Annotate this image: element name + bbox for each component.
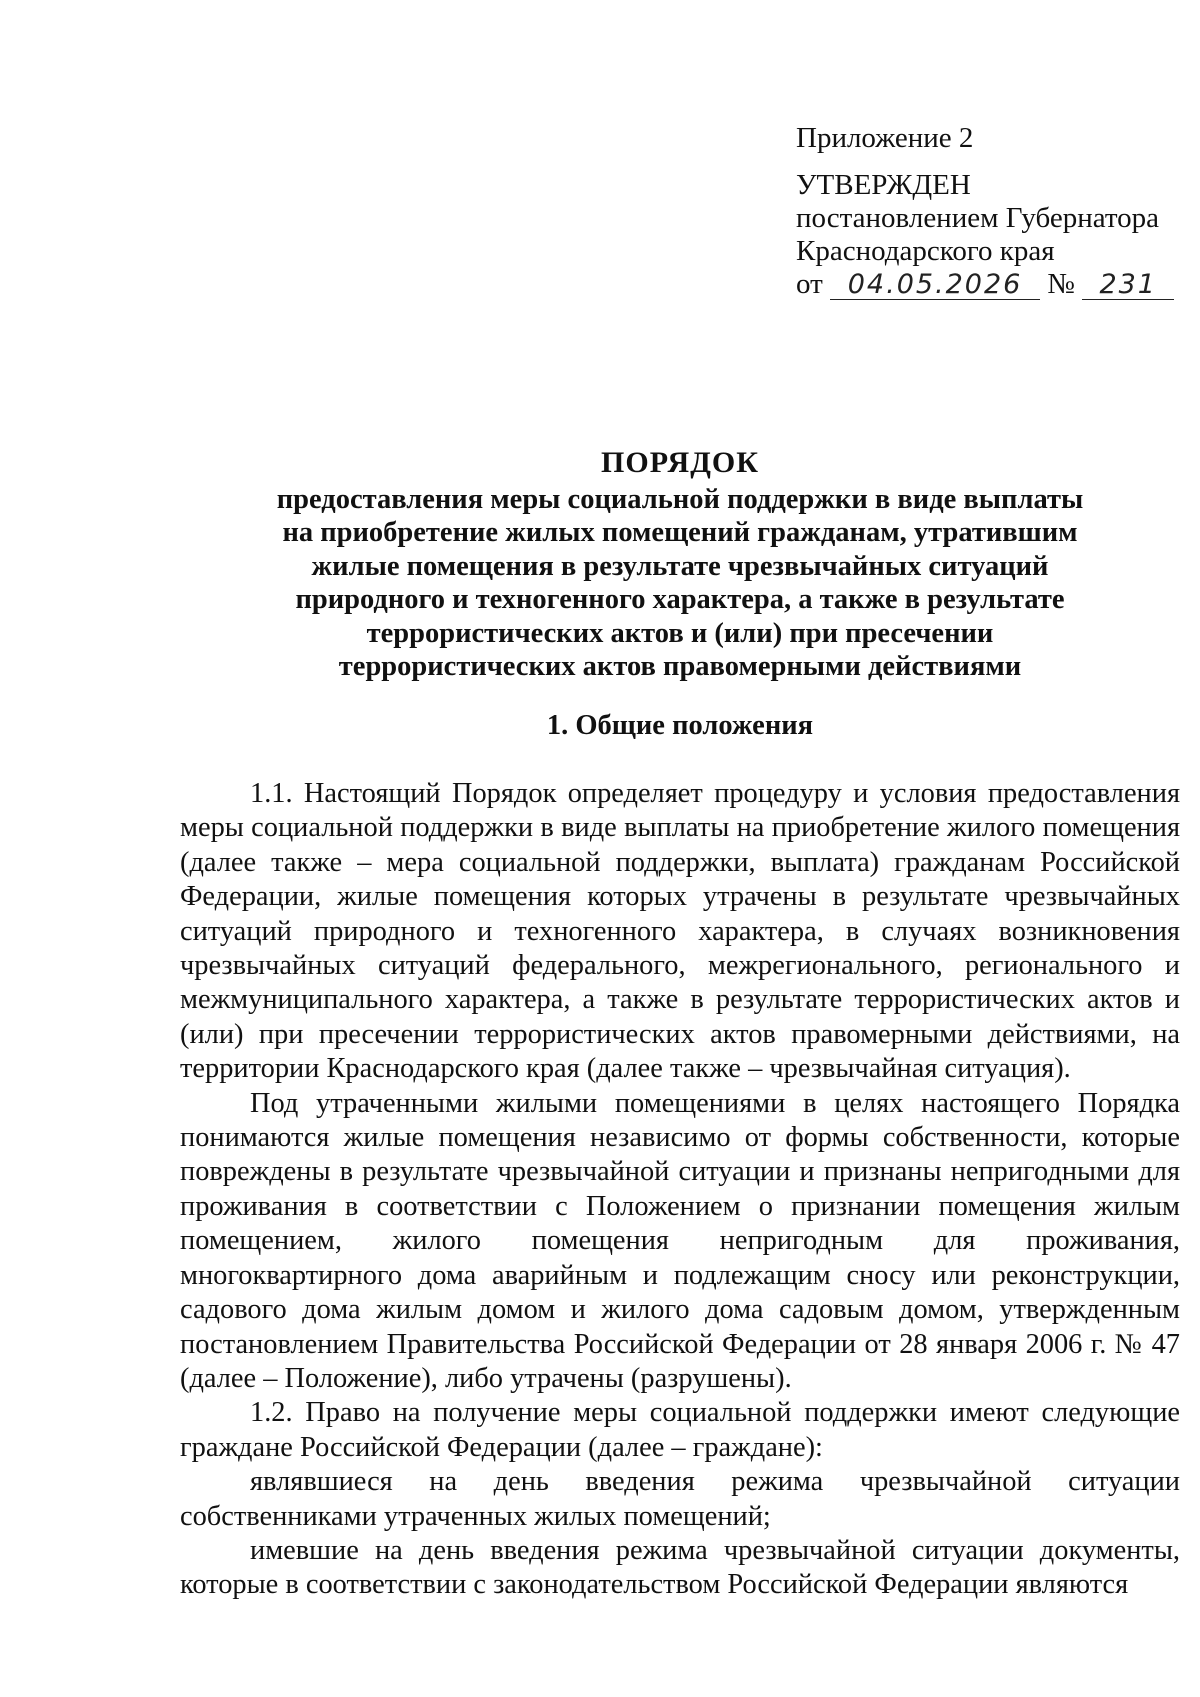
- title-line: природного и техногенного характера, а также в результате: [295, 584, 1065, 615]
- section-heading: 1. Общие положения: [546, 710, 814, 741]
- paragraph: имевшие на день введения режима чрезвычайной ситуации документы, которые в соответствии с законодательством Российской Федерации являются: [180, 1534, 1180, 1601]
- approval-date-line: [796, 268, 1176, 301]
- title-line: жилые помещения в результате чрезвычайных ситуаций: [311, 550, 1049, 582]
- number-prefix: №: [1047, 268, 1075, 300]
- document-body: [180, 777, 1180, 1603]
- paragraph: являвшиеся на день введения режима чрезвычайной ситуации собственниками утраченных жилых помещений;: [180, 1466, 1180, 1532]
- handwritten-number: 231: [1082, 271, 1174, 300]
- paragraph: Под утраченными жилыми помещениями в целях настоящего Порядка понимаются жилые помещения независимо от формы собственности, которые повреждены в результате чрезвычайной ситуации и признаны непригодными для проживания в соответствии с Положением о признании помещения жилым помещением, жилого помещения непригодным для проживания, многоквартирного дома аварийным и подлежащим сносу или реконструкции, садового дома жилым домом и жилого дома садовым домом, утвержденным постановлением Правительства Российской Федерации от 28 января 2006 г. № 47 (далее – Положение), либо утрачены (разрушены).: [180, 1087, 1180, 1394]
- title-line: на приобретение жилых помещений гражданам, утратившим: [282, 517, 1078, 548]
- approved-label: УТВЕРЖДЕН: [796, 169, 971, 201]
- handwritten-date: 04.05.2026: [830, 271, 1040, 300]
- paragraph: 1.2. Право на получение меры социальной поддержки имеют следующие граждане Российской Федерации (далее – граждане):: [180, 1397, 1180, 1463]
- appendix-label: Приложение 2: [796, 122, 974, 154]
- title-line: предоставления меры социальной поддержки в виде выплаты: [276, 483, 1084, 515]
- approval-stamp: [796, 122, 1176, 301]
- document-title: [180, 446, 1180, 684]
- approved-by-line2: Краснодарского края: [796, 235, 1055, 267]
- title-line: террористических актов и (или) при пресечении: [366, 617, 994, 649]
- paragraph: 1.1. Настоящий Порядок определяет процедуру и условия предоставления меры социальной поддержки в виде выплаты на приобретение жилого помещения (далее также – мера социальной поддержки, выплата) гражданам Российской Федерации, жилые помещения которых утрачены в результате чрезвычайных ситуаций природного и техногенного характера, в случаях возникновения чрезвычайных ситуаций федерального, межрегионального, регионального и межмуниципального характера, а также в результате террористических актов и (или) при пресечении террористических актов правомерными действиями, на территории Краснодарского края (далее также – чрезвычайная ситуация).: [180, 778, 1180, 1085]
- date-prefix: от: [796, 268, 823, 300]
- title-line: террористических актов правомерными действиями: [338, 651, 1022, 682]
- approved-by-line1: постановлением Губернатора: [796, 202, 1160, 234]
- title-main: ПОРЯДОК: [601, 446, 759, 479]
